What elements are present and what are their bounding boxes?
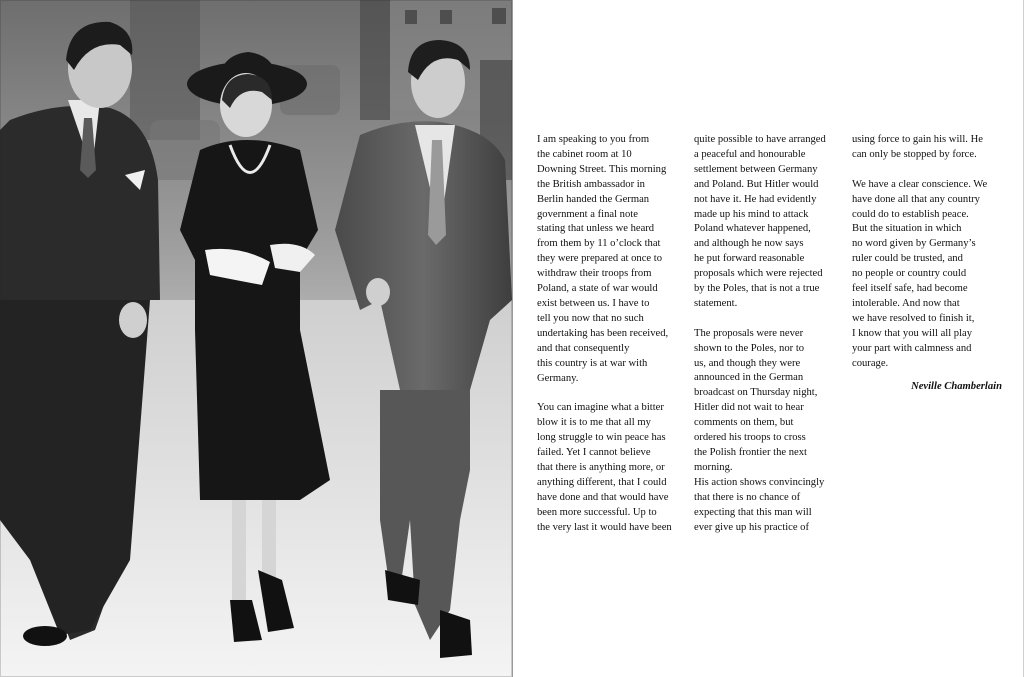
text-line: morning. (694, 461, 733, 473)
text-line: ever give up his practice of (694, 521, 810, 533)
text-column-3 (852, 133, 1004, 395)
paragraph (852, 178, 1004, 372)
text-column-2 (694, 133, 846, 535)
text-line: Poland whatever happened, (694, 223, 811, 235)
text-line: ordered his troops to cross (694, 432, 806, 444)
text-line: can only be stopped by force. (852, 148, 977, 160)
text-line: proposals which were rejected (694, 268, 823, 280)
text-line: the Polish frontier the next (694, 447, 807, 459)
text-line: made up his mind to attack (694, 208, 809, 220)
text-line: announced in the German (694, 372, 804, 384)
text-line: statement. (694, 297, 738, 309)
text-line: been more successful. Up to (537, 506, 657, 518)
paragraph (852, 133, 1004, 163)
text-line: could do to establish peace. (852, 208, 969, 220)
text-line: expecting that this man will (694, 506, 812, 518)
text-line: this country is at war with (537, 357, 648, 369)
text-line: His action shows convincingly (694, 476, 825, 488)
text-line: withdraw their troops from (537, 268, 652, 280)
author-signature: Neville Chamberlain (911, 381, 1002, 393)
text-line: the British ambassador in (537, 178, 645, 190)
text-line: the cabinet room at 10 (537, 148, 632, 160)
text-line: Hitler did not wait to hear (694, 402, 804, 414)
text-line: and that consequently (537, 342, 630, 354)
text-line: using force to gain his will. He (852, 134, 983, 145)
text-line: that there is no chance of (694, 491, 801, 503)
text-line: intolerable. And now that (852, 297, 960, 309)
text-line: they were prepared at once to (537, 253, 662, 265)
text-line: comments on them, but (694, 417, 794, 429)
text-line: and although he now says (694, 238, 804, 250)
text-line: exist between us. I have to (537, 297, 650, 309)
text-line: feel itself safe, had become (852, 283, 968, 295)
text-line: not have it. He had evidently (694, 193, 817, 205)
text-line: from them by 11 o’clock that (537, 238, 661, 250)
text-line: broadcast on Thursday night, (694, 387, 818, 399)
paragraph (694, 133, 846, 312)
paragraph (694, 476, 846, 536)
text-line: You can imagine what a bitter (537, 402, 664, 414)
text-line: have done all that any country (852, 193, 980, 205)
text-line: that there is anything more, or (537, 461, 665, 473)
text-line: Berlin handed the German (537, 193, 650, 205)
text-line: But the situation in which (852, 223, 962, 235)
text-line: blow it is to me that all my (537, 417, 651, 429)
text-line: and Poland. But Hitler would (694, 178, 819, 190)
text-line: government a final note (537, 208, 638, 220)
paragraph (537, 401, 689, 535)
text-line: courage. (852, 357, 889, 369)
text-line: tell you now that no such (537, 312, 644, 324)
text-line: Poland, a state of war would (537, 283, 658, 295)
text-line: quite possible to have arranged (694, 134, 826, 145)
text-line: a peaceful and honourable (694, 148, 806, 160)
text-line: Germany. (537, 372, 579, 384)
text-line: anything different, that I could (537, 476, 667, 488)
text-line: us, and though they were (694, 357, 801, 369)
text-line: undertaking has been received, (537, 327, 669, 339)
text-line: we have resolved to finish it, (852, 312, 975, 324)
text-line: have done and that would have (537, 491, 669, 503)
text-line: shown to the Poles, nor to (694, 342, 805, 354)
text-line: I am speaking to you from (537, 134, 650, 145)
text-line: settlement between Germany (694, 163, 818, 175)
text-line: We have a clear conscience. We (852, 178, 988, 190)
paragraph (537, 133, 689, 386)
text-line: by the Poles, that is not a true (694, 283, 820, 295)
text-line: stating that unless we heard (537, 223, 655, 235)
text-column-1 (537, 133, 689, 550)
text-line: The proposals were never (694, 327, 804, 339)
text-line: he put forward reasonable (694, 253, 805, 265)
text-line: the very last it would have been (537, 521, 672, 533)
text-line: long struggle to win peace has (537, 432, 666, 444)
text-line: Downing Street. This morning (537, 163, 667, 175)
text-line: I know that you will all play (852, 327, 973, 339)
paragraph (694, 327, 846, 476)
text-line: ruler could be trusted, and (852, 253, 963, 265)
text-line: no word given by Germany’s (852, 238, 976, 250)
text-line: no people or country could (852, 268, 967, 280)
text-page (513, 0, 1024, 677)
text-line: your part with calmness and (852, 342, 972, 354)
text-line: failed. Yet I cannot believe (537, 447, 651, 459)
